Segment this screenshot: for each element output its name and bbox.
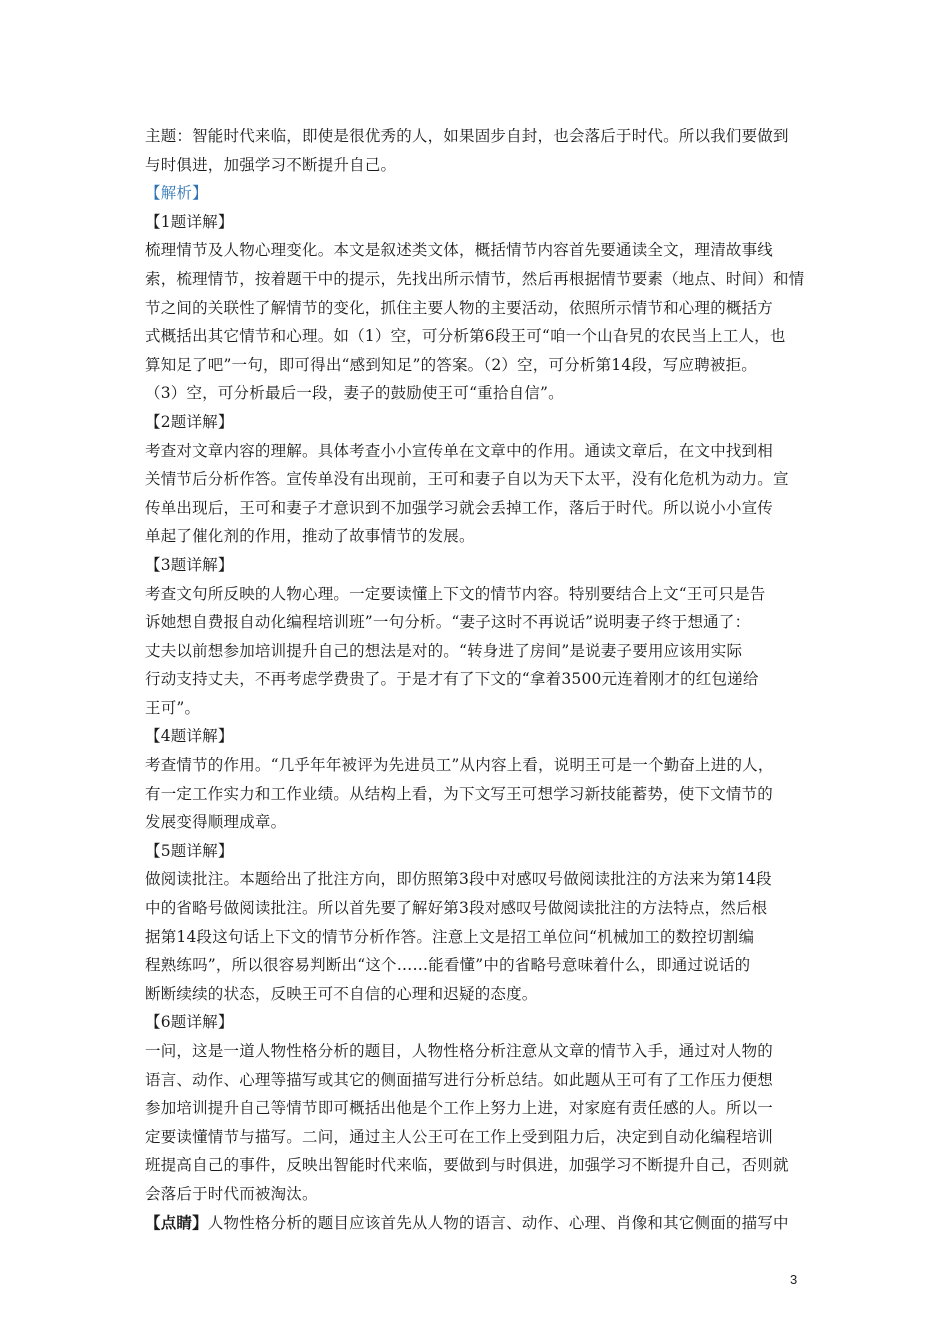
page-number: 3	[790, 1272, 798, 1287]
document-body	[145, 122, 813, 1237]
text-line: 考查文句所反映的人物心理。一定要读懂上下文的情节内容。特别要结合上文“王可只是告	[145, 584, 766, 603]
text-line: 参加培训提升自己等情节即可概括出他是个工作上努力上进，对家庭有责任感的人。所以一	[145, 1099, 774, 1118]
text-line: 断断续续的状态，反映王可不自信的心理和迟疑的态度。	[145, 984, 538, 1003]
question-heading-3: 【3题详解】	[145, 555, 234, 574]
text-line: 考查对文章内容的理解。具体考查小小宣传单在文章中的作用。通读文章后，在文中找到相	[145, 441, 774, 460]
text-line: 诉她想自费报自动化编程培训班”一句分析。“妻子这时不再说话”说明妻子终于想通了：	[145, 613, 751, 632]
section-heading-analysis: 【解析】	[145, 184, 208, 203]
text-line: 据第14段这句话上下文的情节分析作答。注意上文是招工单位问“机械加工的数控切割编	[145, 927, 755, 946]
highlight-text: 人物性格分析的题目应该首先从人物的语言、动作、心理、肖像和其它侧面的描写中	[207, 1213, 789, 1232]
question-heading-4: 【4题详解】	[145, 727, 234, 746]
question-heading-5: 【5题详解】	[145, 841, 234, 860]
text-line: 丈夫以前想参加培训提升自己的想法是对的。“转身进了房间”是说妻子要用应该用实际	[145, 641, 743, 660]
highlight-line	[145, 1209, 813, 1238]
text-line: 主题：智能时代来临，即使是很优秀的人，如果固步自封，也会落后于时代。所以我们要做到	[145, 127, 789, 145]
text-line: 节之间的关联性了解情节的变化，抓住主要人物的主要活动，依照所示情节和心理的概括方	[145, 298, 774, 317]
text-line: 关情节后分析作答。宣传单没有出现前，王可和妻子自以为天下太平，没有化危机为动力。宣	[145, 470, 789, 489]
text-line: 定要读懂情节与描写。二问，通过主人公王可在工作上受到阻力后，决定到自动化编程培训	[145, 1127, 774, 1146]
text-line: （3）空，可分析最后一段，妻子的鼓励使王可“重拾自信”。	[145, 384, 564, 403]
text-line: 索，梳理情节，按着题干中的提示，先找出所示情节，然后再根据情节要素（地点、时间）和情	[145, 269, 805, 288]
question-heading-2: 【2题详解】	[145, 412, 234, 431]
text-line: 程熟练吗”，所以很容易判断出“这个……能看懂”中的省略号意味着什么，即通过说话的	[145, 956, 751, 975]
text-line: 王可”。	[145, 698, 201, 717]
text-line: 传单出现后，王可和妻子才意识到不加强学习就会丢掉工作，落后于时代。所以说小小宣传	[145, 498, 774, 517]
text-line: 有一定工作实力和工作业绩。从结构上看，为下文写王可想学习新技能蓄势，使下文情节的	[145, 784, 774, 803]
text-line: 梳理情节及人物心理变化。本文是叙述类文体，概括情节内容首先要通读全文，理清故事线	[145, 241, 774, 260]
text-line: 做阅读批注。本题给出了批注方向，即仿照第3段中对感叹号做阅读批注的方法来为第14段	[145, 870, 772, 889]
question-heading-1: 【1题详解】	[145, 212, 234, 231]
highlight-label: 【点睛】	[145, 1212, 208, 1232]
text-line: 语言、动作、心理等描写或其它的侧面描写进行分析总结。如此题从王可有了工作压力便想	[145, 1070, 774, 1089]
text-line: 班提高自己的事件，反映出智能时代来临，要做到与时俱进，加强学习不断提升自己，否则就	[145, 1156, 789, 1175]
text-line: 发展变得顺理成章。	[145, 813, 287, 832]
text-line: 行动支持丈夫，不再考虑学费贵了。于是才有了下文的“拿着3500元连着刚才的红包递给	[145, 670, 759, 689]
text-line: 与时俱进，加强学习不断提升自己。	[145, 155, 397, 174]
text-line: 中的省略号做阅读批注。所以首先要了解好第3段对感叹号做阅读批注的方法特点，然后根	[145, 899, 768, 918]
text-line: 式概括出其它情节和心理。如（1）空，可分析第6段王可“咱一个山旮旯的农民当上工人，也	[145, 327, 786, 346]
question-heading-6: 【6题详解】	[145, 1013, 234, 1032]
text-line: 一问，这是一道人物性格分析的题目，人物性格分析注意从文章的情节入手，通过对人物的	[145, 1042, 774, 1060]
text-line: 算知足了吧”一句，即可得出“感到知足”的答案。（2）空，可分析第14段，写应聘被拒。	[145, 355, 758, 374]
text-line: 单起了催化剂的作用，推动了故事情节的发展。	[145, 527, 475, 546]
text-line: 考查情节的作用。“几乎年年被评为先进员工”从内容上看，说明王可是一个勤奋上进的人，	[145, 756, 774, 775]
text-line: 会落后于时代而被淘汰。	[145, 1184, 318, 1203]
